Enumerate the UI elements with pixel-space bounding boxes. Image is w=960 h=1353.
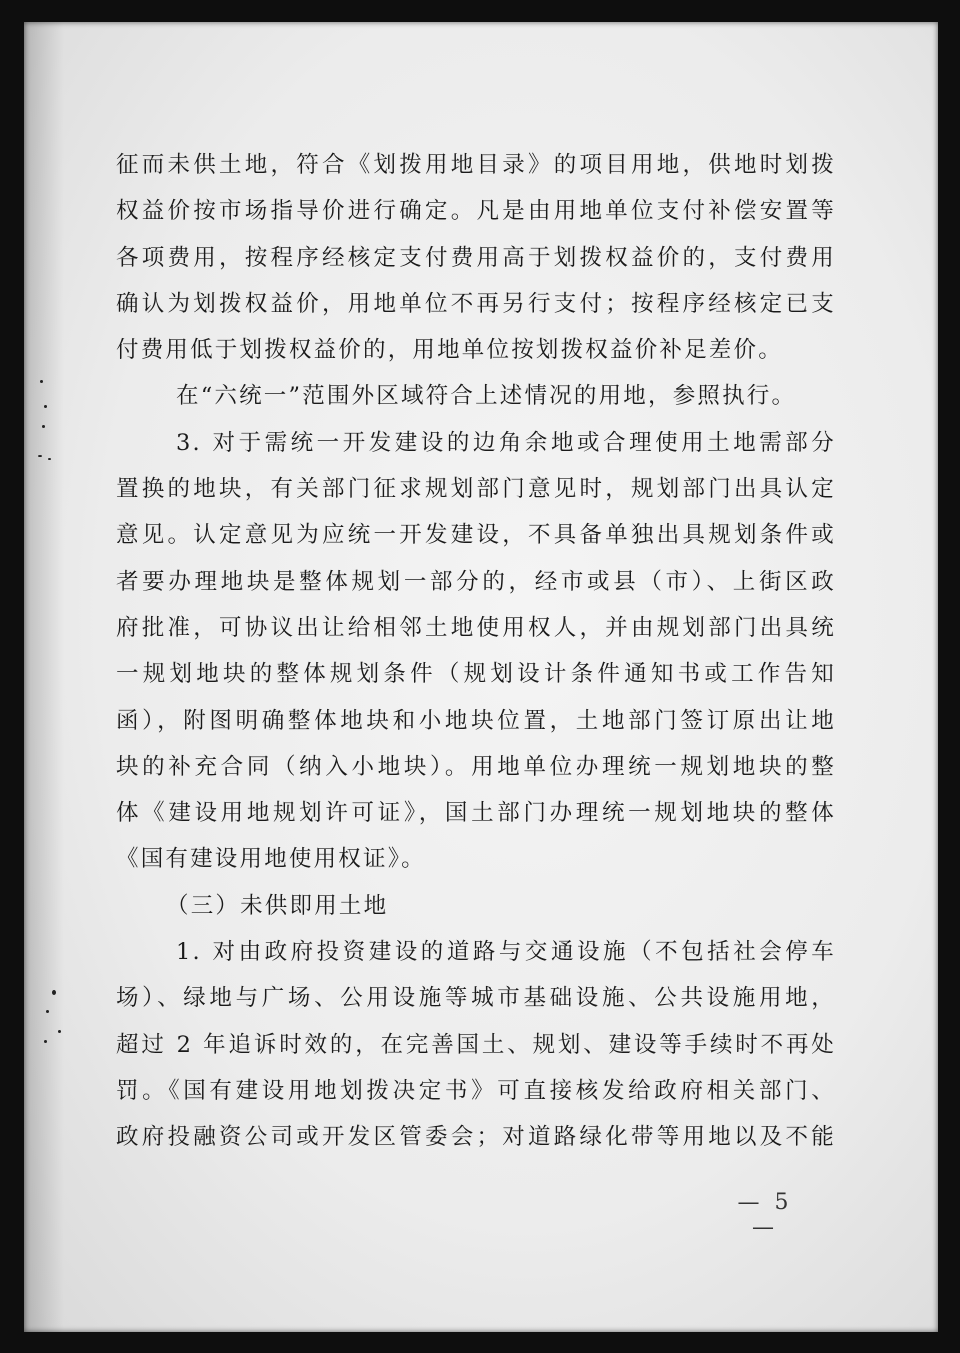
paper-edge-shadow: [24, 22, 64, 1332]
text-line: 场）、绿地与广场、公用设施等城市基础设施、公共设施用地，: [116, 985, 836, 1012]
text-line: 权益价按市场指导价进行确定。凡是由用地单位支付补偿安置等: [116, 198, 836, 225]
section-heading: （三）未供即用土地: [166, 892, 389, 919]
text-line: 征而未供土地，符合《划拨用地目录》的项目用地，供地时划拨: [116, 152, 836, 178]
text-line: 《国有建设用地使用权证》。: [116, 846, 426, 873]
scan-speck: [48, 458, 51, 460]
text-line: 超过 2 年追诉时效的，在完善国土、规划、建设等手续时不再处: [116, 1031, 836, 1058]
text-line: 函），附图明确整体地块和小地块位置，土地部门签订原出让地: [116, 707, 836, 734]
text-line: 政府投融资公司或开发区管委会；对道路绿化带等用地以及不能: [116, 1124, 836, 1151]
text-line: 体《建设用地规划许可证》，国土部门办理统一规划地块的整体: [116, 800, 836, 827]
scan-speck: [44, 405, 47, 408]
text-line: 确认为划拨权益价，用地单位不再另行支付；按程序经核定已支: [116, 290, 836, 317]
text-line: 块的补充合同（纳入小地块）。用地单位办理统一规划地块的整: [116, 753, 836, 780]
text-line: 者要办理地块是整体规划一部分的，经市或县（市）、上街区政: [116, 568, 836, 595]
text-line: 1. 对由政府投资建设的道路与交通设施（不包括社会停车: [176, 939, 836, 966]
page-number: — 5 —: [737, 1190, 793, 1240]
text-line: 付费用低于划拨权益价的，用地单位按划拨权益价补足差价。: [116, 337, 783, 364]
scan-speck: [40, 380, 43, 383]
text-line: 罚。《国有建设用地划拨决定书》可直接核发给政府相关部门、: [116, 1077, 836, 1104]
text-line: 府批准，可协议出让给相邻土地使用权人，并由规划部门出具统: [116, 614, 836, 641]
text-line: 意见。认定意见为应统一开发建设，不具备单独出具规划条件或: [116, 522, 836, 549]
text-line: 置换的地块，有关部门征求规划部门意见时，规划部门出具认定: [116, 476, 836, 503]
scan-speck: [52, 990, 56, 995]
text-line: 在“六统一”范围外区域符合上述情况的用地，参照执行。: [176, 383, 797, 410]
document-body: [116, 142, 836, 1161]
scan-speck: [44, 1040, 47, 1043]
scan-speck: [42, 425, 45, 428]
scan-speck: [58, 1030, 61, 1033]
text-line: 各项费用，按程序经核定支付费用高于划拨权益价的，支付费用: [116, 244, 836, 271]
text-line: 一规划地块的整体规划条件（规划设计条件通知书或工作告知: [116, 661, 836, 688]
text-line: 3. 对于需统一开发建设的边角余地或合理使用土地需部分: [176, 429, 836, 456]
scan-speck: [46, 1010, 49, 1013]
scan-speck: [38, 455, 42, 457]
